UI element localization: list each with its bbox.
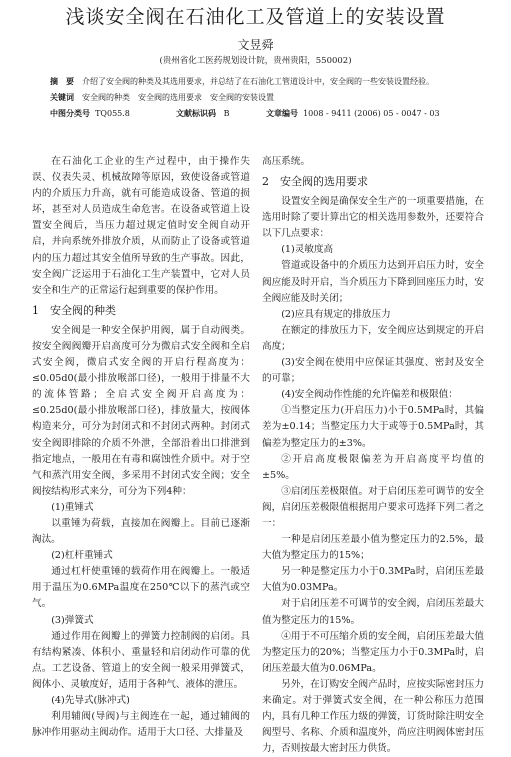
type-3-text: 通过作用在阀瓣上的弹簧力控制阀的启闭。具有结构紧凑、体积小、重量轻和启闭动作可靠的优点。工艺设备、管道上的安全阀一般采用弹簧式，阀体小、灵敏度好，适用于各种气、液体的泄压。	[32, 630, 250, 690]
clc-label: 中图分类号	[50, 108, 90, 118]
classification-line	[50, 108, 490, 119]
keywords-line	[50, 92, 490, 103]
final-paragraph: 另外，在订购安全阀产品时，应按实际密封压力来确定。对于弹簧式安全阀，在一种公称压力范围内，具有几种工作压力级的弹簧，订货时除注明安全阀型号、名称、介质和温度外，尚应注明阀体密封压力，否则按最大密封压力供货。	[262, 678, 484, 755]
continuation-text: 高压系统。	[262, 156, 310, 167]
author-affiliation: (贵州省化工医药规划设计院，贵州贵阳，550002)	[159, 56, 352, 66]
option-1: 一种是启闭压差最小值为整定压力的2.5%，最大值为整定压力的15%；	[262, 534, 484, 562]
sub-item-2: ②开启高度极限偏差为开启高度平均值的±5%。	[262, 453, 484, 481]
requirement-2-text: 在额定的排放压力下，安全阀应达到规定的开启高度；	[262, 324, 484, 352]
type-4-text: 利用辅阀(导阀)与主阀连在一起，通过辅阀的脉冲作用驱动主阀动作。适用于大口径、大排量及	[32, 711, 250, 739]
option-2: 另一种是整定压力小于0.3MPa时，启闭压差最大值为0.03MPa。	[262, 566, 484, 594]
sub-item-1: ①当整定压力(开启压力)小于0.5MPa时，其偏差为±0.14；当整定压力大于或等于0.5MPa时，其偏差为整定压力的±3%。	[262, 405, 484, 449]
nonadjustable-paragraph: 对于启闭压差不可调节的安全阀，启闭压差最大值为整定压力的15%。	[262, 598, 484, 626]
keywords-label: 关键词	[50, 92, 74, 102]
keywords-text: 安全阀的种类 安全阀的选用要求 安全阀的安装设置	[82, 93, 274, 102]
requirement-2-label: (2)应具有规定的排放压力	[281, 308, 391, 320]
paper-title: 浅谈安全阀在石油化工及管道上的安装设置	[65, 6, 446, 28]
abstract-line	[50, 76, 490, 87]
requirement-1-label: (1)灵敏度高	[281, 244, 334, 256]
abstract-text: 介绍了安全阀的种类及其选用要求，并总结了在石油化工管道设计中，安全阀的一些安装设置经验。	[82, 77, 434, 86]
type-1-text: 以重锤为荷载，直接加在阀瓣上。目前已逐渐淘汰。	[32, 517, 250, 546]
requirement-1-text: 管道或设备中的介质压力达到开启压力时，安全阀应能及时开启，当介质压力下降到回座压力时，安全阀应能及时关闭；	[262, 260, 484, 304]
section-1-heading: 1 安全阀的种类	[32, 303, 116, 317]
author-name: 文昱舜	[237, 38, 274, 52]
abstract-label: 摘 要	[50, 76, 74, 86]
sub-item-3: ③启闭压差极限值。对于启闭压差可调节的安全阀，启闭压差极限值根据用户要求可选择下列二者之一：	[262, 485, 484, 529]
section-2-heading: 2 安全阀的选用要求	[262, 175, 368, 189]
left-column	[32, 154, 250, 741]
requirement-3-text: (3)安全阀在使用中应保证其强度、密封及安全的可靠；	[262, 357, 484, 385]
requirement-4-text: (4)安全阀动作性能的允许偏差和极限值：	[281, 389, 458, 401]
doc-code-label: 文献标识码	[176, 108, 216, 118]
intro-paragraph: 在石油化工企业的生产过程中，由于操作失误、仪表失灵、机械故障等原因，致使设备或管道内的介质压力升高，就有可能造成设备、管道的损坏，甚至对人员造成生命危害。在设备或管道上设置安全阀后，当压力超过规定值时安全阀自动开启，并向系统外排放介质，从而防止了设备或管道内的压力超过其安全值所导致的生产事故。因此，安全阀广泛运用于石油化工生产装置中，它对人员安全和生产的正常运行起到重要的保护作用。	[32, 156, 250, 296]
clc-value: TQ055.8	[95, 109, 130, 118]
article-no-value: 1008 - 9411 (2006) 05 - 0047 - 03	[303, 109, 440, 118]
type-4-label: (4)先导式(脉冲式)	[51, 695, 130, 706]
type-1-label: (1)重锤式	[51, 501, 94, 513]
right-column	[262, 154, 484, 757]
type-2-label: (2)杠杆重锤式	[51, 550, 113, 562]
type-2-text: 通过杠杆使重锤的载荷作用在阀瓣上。一般适用于温压为0.6MPa温度在250℃以下的蒸汽或空气。	[32, 566, 250, 610]
article-no-label: 文章编号	[266, 108, 298, 118]
doc-code-value: B	[223, 109, 230, 118]
section-2-paragraph: 设置安全阀是确保安全生产的一项重要措施，在选用时除了要计算出它的相关选用参数外，还要符合以下几点要求：	[262, 196, 484, 240]
sub-item-4: ④用于不可压缩介质的安全阀，启闭压差最大值为整定压力的20%；当整定压力小于0.3MPa时，启闭压差最大值为0.06MPa。	[262, 630, 484, 674]
type-3-label: (3)弹簧式	[51, 614, 94, 626]
section-1-paragraph: 安全阀是一种安全保护用阀，属于自动阀类。按安全阀阀瓣开启高度可分为微启式安全阀和全启式安全阀，微启式安全阀的开启行程高度为：≤0.05d0(最小排放喉部口径)，一般用于排量不大的流体管路；全启式安全阀开启高度为：≤0.25d0(最小排放喉部口径)，排放量大，按阀体构造来分，可分为封闭式和不封闭式两种。封闭式安全阀即排除的介质不外泄，全部沿着出口排泄到指定地点，一般用在有毒和腐蚀性介质中。对于空气和蒸汽用安全阀，多采用不封闭式安全阀；安全阀按结构形式来分，可分为下列4种：	[32, 324, 250, 497]
